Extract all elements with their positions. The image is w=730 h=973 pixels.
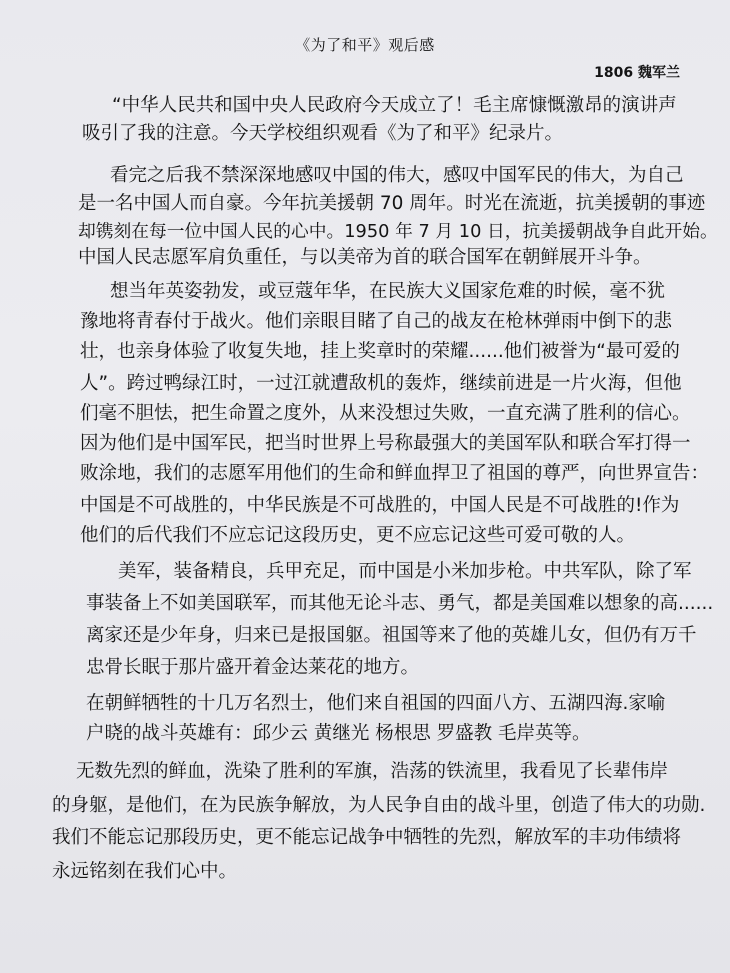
text-line: 中国是不可战胜的，中华民族是不可战胜的，中国人民是不可战胜的!作为 bbox=[80, 495, 680, 516]
essay-title: 《为了和平》观后感 bbox=[295, 36, 435, 54]
text-line: 是一名中国人而自豪。今年抗美援朝 70 周年。时光在流逝，抗美援朝的事迹 bbox=[78, 193, 706, 214]
text-line: 永远铭刻在我们心中。 bbox=[52, 861, 238, 882]
text-line: 他们的后代我们不应忘记这段历史，更不应忘记这些可爱可敬的人。 bbox=[80, 525, 636, 546]
text-line: “中华人民共和国中央人民政府今天成立了！毛主席慷慨激昂的演讲声 bbox=[112, 95, 677, 116]
text-line: 中国人民志愿军肩负重任，与以美帝为首的联合国军在朝鲜展开斗争。 bbox=[78, 247, 652, 268]
text-line: 无数先烈的鲜血，洗染了胜利的军旗，浩荡的铁流里，我看见了长辈伟岸 bbox=[76, 761, 669, 782]
text-line: 的身躯，是他们，在为民族争解放，为人民争自由的战斗里，创造了伟大的功勋. bbox=[52, 795, 706, 816]
text-line: 离家还是少年身，归来已是报国躯。祖国等来了他的英雄儿女，但仍有万千 bbox=[86, 625, 697, 646]
text-line: 想当年英姿勃发，或豆蔻年华，在民族大义国家危难的时候，毫不犹 bbox=[110, 281, 666, 302]
text-line: 吸引了我的注意。今天学校组织观看《为了和平》纪录片。 bbox=[82, 123, 564, 144]
text-line: 我们不能忘记那段历史，更不能忘记战争中牺牲的先烈，解放军的丰功伟绩将 bbox=[52, 827, 682, 848]
text-line: 人”。跨过鸭绿江时，一过江就遭敌机的轰炸，继续前进是一片火海，但他 bbox=[80, 373, 682, 394]
text-line: 户晓的战斗英雄有：邱少云 黄继光 杨根思 罗盛教 毛岸英等。 bbox=[86, 723, 591, 744]
text-line: 在朝鲜牺牲的十几万名烈士，他们来自祖国的四面八方、五湖四海.家喻 bbox=[86, 693, 666, 714]
text-line: 壮，也亲身体验了收复失地，挂上奖章时的荣耀......他们被誉为“最可爱的 bbox=[80, 341, 680, 362]
text-line: 美军，装备精良，兵甲充足，而中国是小米加步枪。中共军队，除了军 bbox=[118, 561, 692, 582]
text-line: 事装备上不如美国联军，而其他无论斗志、勇气，都是美国难以想象的高...... bbox=[86, 593, 714, 614]
text-line: 忠骨长眠于那片盛开着金达莱花的地方。 bbox=[86, 657, 420, 678]
text-line: 败涂地，我们的志愿军用他们的生命和鲜血捍卫了祖国的尊严，向世界宣告： bbox=[80, 463, 710, 484]
text-line: 看完之后我不禁深深地感叹中国的伟大，感叹中国军民的伟大，为自己 bbox=[110, 165, 684, 186]
author-line: 1806 魏军兰 bbox=[594, 65, 680, 81]
text-line: 豫地将青春付于战火。他们亲眼目睹了自己的战友在枪林弹雨中倒下的悲 bbox=[80, 311, 673, 332]
text-line: 却镌刻在每一位中国人民的心中。1950 年 7 月 10 日，抗美援朝战争自此开始。 bbox=[78, 222, 718, 242]
text-line: 们毫不胆怯，把生命置之度外，从来没想过失败，一直充满了胜利的信心。 bbox=[80, 403, 691, 424]
text-line: 因为他们是中国军民，把当时世界上号称最强大的美国军队和联合军打得一 bbox=[80, 433, 691, 454]
